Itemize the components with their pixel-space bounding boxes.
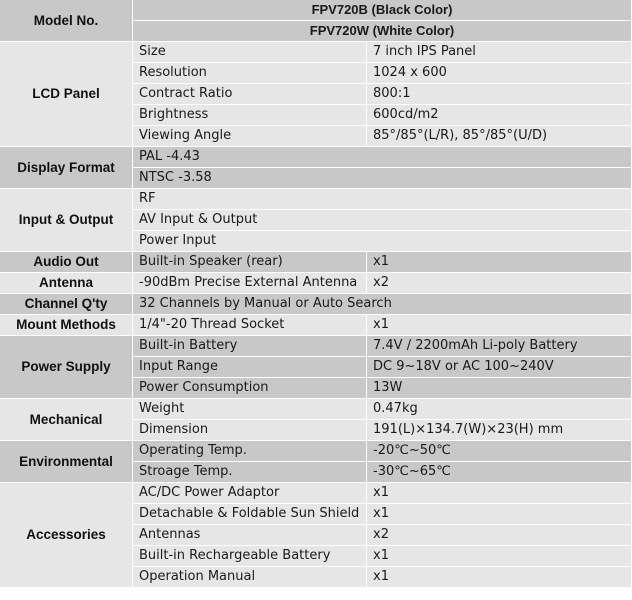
model-name-black: FPV720B (Black Color) (133, 0, 632, 21)
spec-item-cell: Size (133, 42, 367, 63)
spec-value-cell: x2 (367, 273, 632, 294)
spec-value-cell: DC 9~18V or AC 100~240V (367, 357, 632, 378)
table-row (0, 252, 632, 273)
spec-item-cell: Operation Manual (133, 567, 367, 588)
spec-value-cell: 7 inch IPS Panel (367, 42, 632, 63)
spec-value-cell: x1 (367, 567, 632, 588)
category-cell: Power Supply (0, 336, 133, 399)
category-cell: Channel Q'ty (0, 294, 133, 315)
category-cell: Environmental (0, 441, 133, 483)
spec-value-cell: 600cd/m2 (367, 105, 632, 126)
spec-item-cell: Stroage Temp. (133, 462, 367, 483)
spec-item-cell: 32 Channels by Manual or Auto Search (133, 294, 632, 315)
table-row (0, 189, 632, 210)
spec-value-cell: 85°/85°(L/R), 85°/85°(U/D) (367, 126, 632, 147)
spec-item-cell: Detachable & Foldable Sun Shield (133, 504, 367, 525)
spec-value-cell: 7.4V / 2200mAh Li-poly Battery (367, 336, 632, 357)
spec-item-cell: AV Input & Output (133, 210, 632, 231)
table-row (0, 147, 632, 168)
spec-item-cell: Dimension (133, 420, 367, 441)
spec-item-cell: Brightness (133, 105, 367, 126)
spec-item-cell: Viewing Angle (133, 126, 367, 147)
spec-item-cell: NTSC -3.58 (133, 168, 632, 189)
spec-value-cell: x1 (367, 504, 632, 525)
spec-item-cell: Power Input (133, 231, 632, 252)
table-row (0, 315, 632, 336)
table-row (0, 399, 632, 420)
spec-value-cell: 800:1 (367, 84, 632, 105)
table-row (0, 336, 632, 357)
category-cell: Display Format (0, 147, 133, 189)
table-row (0, 273, 632, 294)
spec-item-cell: Input Range (133, 357, 367, 378)
category-cell: Mount Methods (0, 315, 133, 336)
category-cell: Audio Out (0, 252, 133, 273)
spec-value-cell: 191(L)×134.7(W)×23(H) mm (367, 420, 632, 441)
table-row (0, 294, 632, 315)
header-row-model-1 (0, 0, 632, 21)
spec-item-cell: PAL -4.43 (133, 147, 632, 168)
spec-item-cell: Built-in Rechargeable Battery (133, 546, 367, 567)
category-cell: Input & Output (0, 189, 133, 252)
spec-item-cell: AC/DC Power Adaptor (133, 483, 367, 504)
spec-value-cell: -30℃~65℃ (367, 462, 632, 483)
spec-value-cell: x1 (367, 315, 632, 336)
spec-item-cell: Power Consumption (133, 378, 367, 399)
table-row (0, 483, 632, 504)
spec-item-cell: Antennas (133, 525, 367, 546)
category-cell: LCD Panel (0, 42, 133, 147)
spec-value-cell: 1024 x 600 (367, 63, 632, 84)
category-cell: Mechanical (0, 399, 133, 441)
category-cell: Accessories (0, 483, 133, 588)
table-row (0, 42, 632, 63)
spec-item-cell: Resolution (133, 63, 367, 84)
spec-value-cell: x1 (367, 546, 632, 567)
spec-item-cell: Operating Temp. (133, 441, 367, 462)
model-name-white: FPV720W (White Color) (133, 21, 632, 42)
category-cell: Antenna (0, 273, 133, 294)
spec-item-cell: -90dBm Precise External Antenna (133, 273, 367, 294)
spec-value-cell: 0.47kg (367, 399, 632, 420)
header-label-cell: Model No. (0, 0, 133, 42)
table-row (0, 441, 632, 462)
spec-value-cell: x1 (367, 252, 632, 273)
spec-item-cell: Weight (133, 399, 367, 420)
spec-item-cell: 1/4"-20 Thread Socket (133, 315, 367, 336)
spec-value-cell: x2 (367, 525, 632, 546)
spec-item-cell: Built-in Battery (133, 336, 367, 357)
spec-value-cell: -20℃~50℃ (367, 441, 632, 462)
spec-item-cell: Contract Ratio (133, 84, 367, 105)
spec-item-cell: Built-in Speaker (rear) (133, 252, 367, 273)
spec-value-cell: 13W (367, 378, 632, 399)
spec-value-cell: x1 (367, 483, 632, 504)
spec-item-cell: RF (133, 189, 632, 210)
